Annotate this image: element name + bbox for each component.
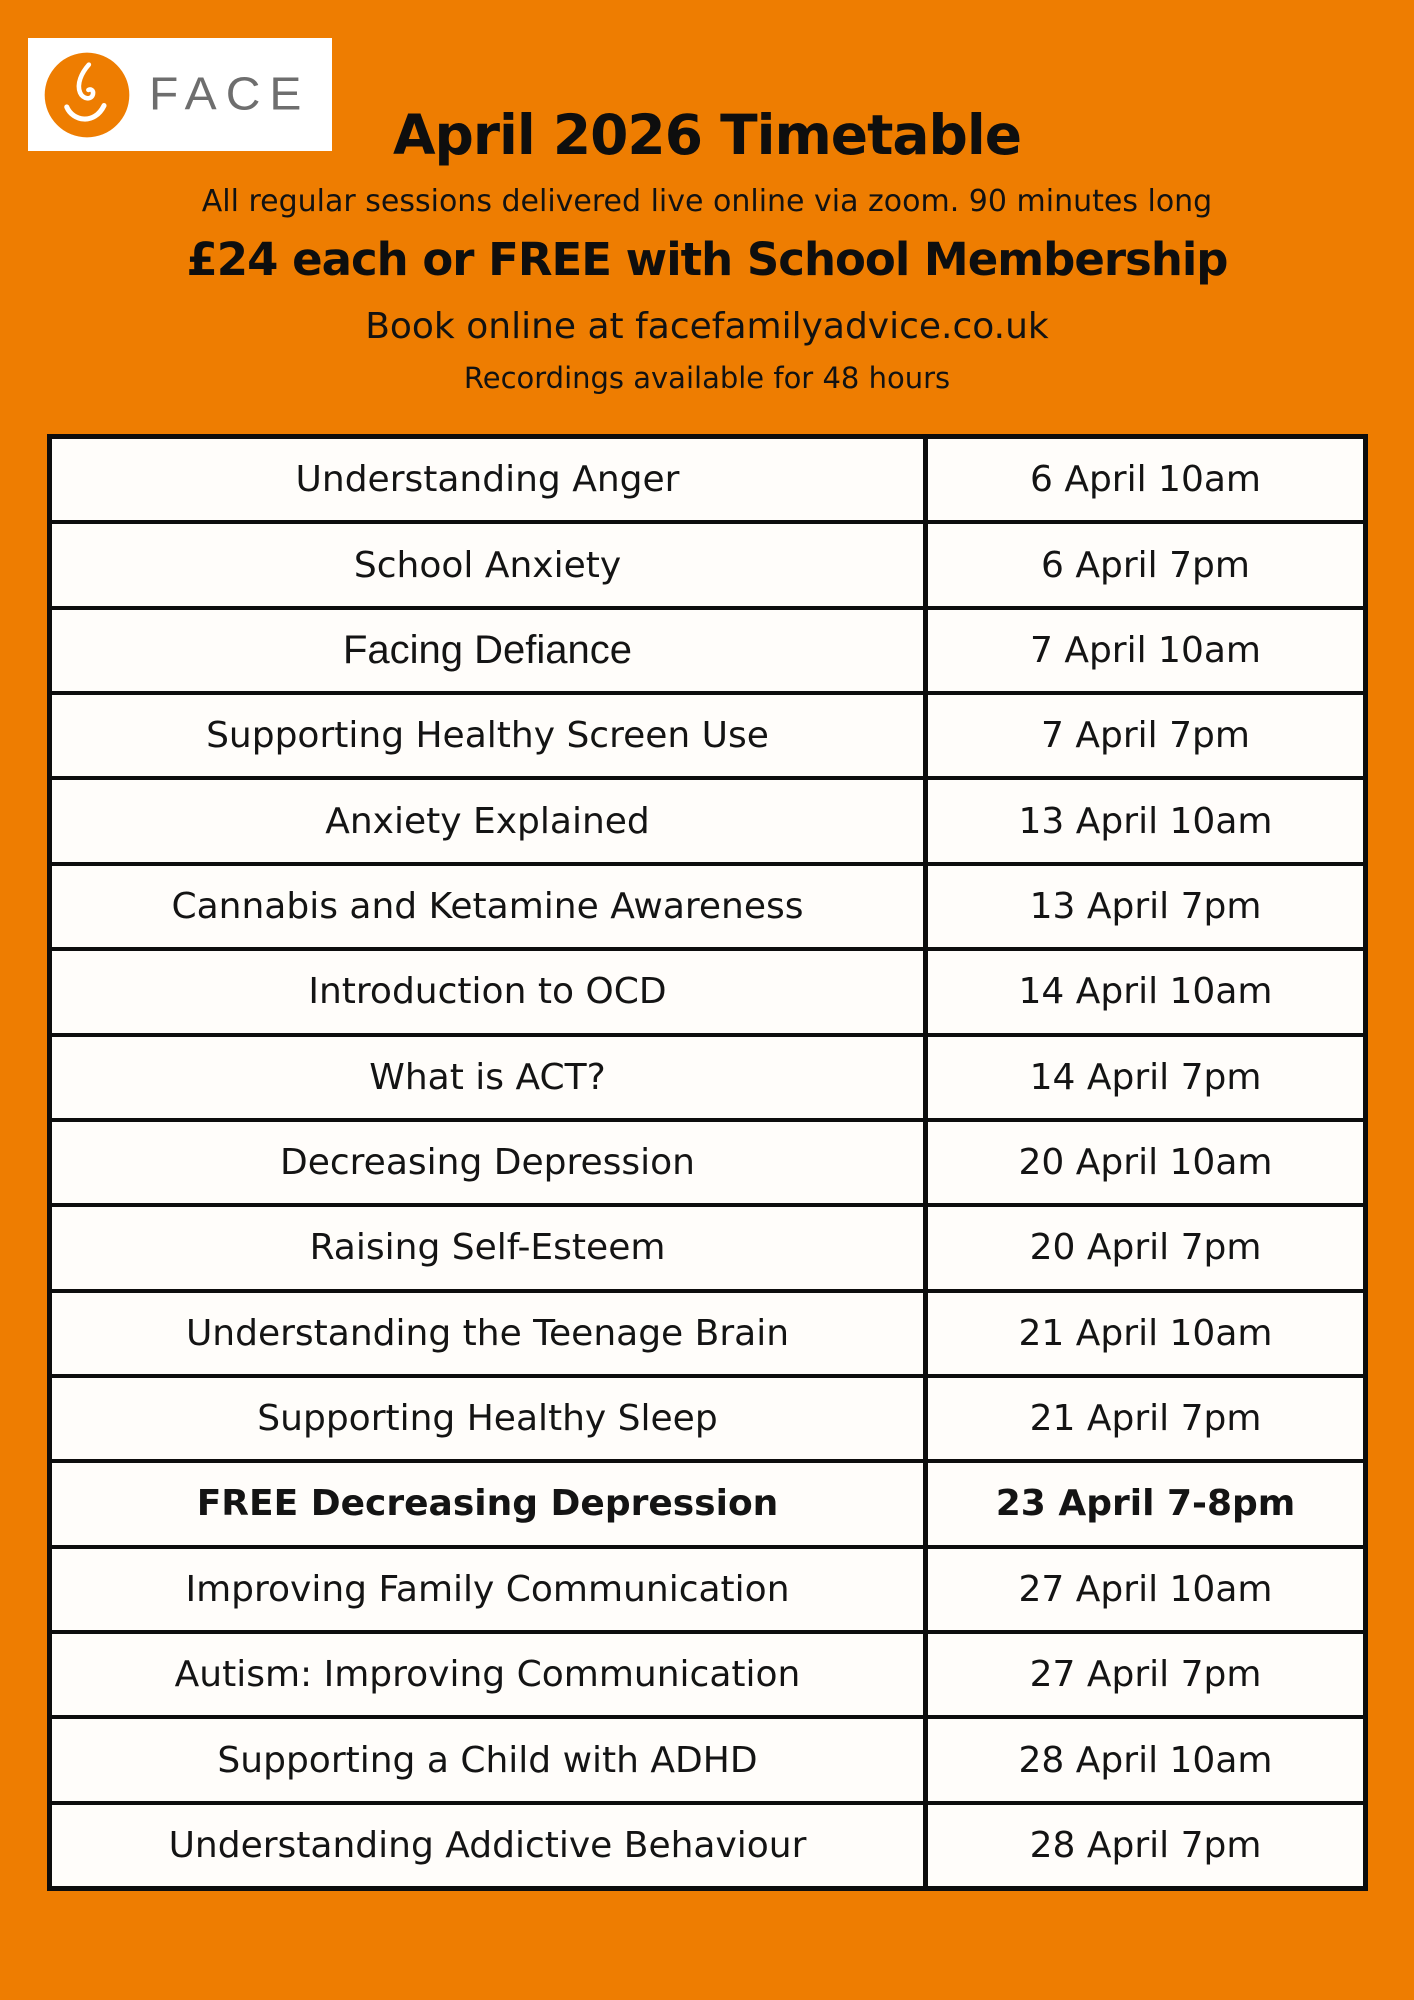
datetime-cell: 14 April 10am (1018, 971, 1273, 1013)
table-row (52, 606, 1363, 691)
timetable (47, 434, 1368, 1891)
price-line: £24 each or FREE with School Membership (186, 233, 1228, 286)
table-row (52, 1801, 1363, 1886)
session-cell: Anxiety Explained (52, 780, 928, 861)
datetime-cell: 27 April 10am (1018, 1568, 1273, 1610)
session-cell: What is ACT? (52, 1037, 928, 1118)
table-row (52, 1630, 1363, 1715)
session-cell: Understanding Addictive Behaviour (52, 1805, 928, 1886)
datetime-cell: 7 April 7pm (1041, 715, 1250, 757)
session-cell: Facing Defiance (52, 610, 928, 691)
datetime-cell: 6 April 7pm (1041, 544, 1250, 586)
datetime-cell: 6 April 10am (1029, 459, 1261, 501)
table-row (52, 1715, 1363, 1800)
session-cell: Supporting Healthy Sleep (52, 1378, 928, 1459)
table-row (52, 947, 1363, 1032)
session-cell: Understanding Anger (52, 439, 928, 520)
table-row (52, 1203, 1363, 1288)
session-cell: Raising Self-Esteem (52, 1207, 928, 1288)
table-row (52, 439, 1363, 520)
datetime-cell: 7 April 10am (1029, 629, 1261, 671)
datetime-cell: 21 April 7pm (1029, 1398, 1262, 1440)
session-cell: Autism: Improving Communication (52, 1634, 928, 1715)
brand-name: FACE (149, 69, 311, 120)
page-title: April 2026 Timetable (392, 103, 1022, 167)
datetime-cell: 13 April 10am (1018, 800, 1273, 842)
table-row (52, 691, 1363, 776)
table-row (52, 776, 1363, 861)
session-cell: School Anxiety (52, 524, 928, 605)
table-row (52, 1118, 1363, 1203)
sessions-info-line: All regular sessions delivered live online via zoom. 90 minutes long (201, 184, 1213, 219)
table-row (52, 1033, 1363, 1118)
session-cell: Introduction to OCD (52, 951, 928, 1032)
datetime-cell: 13 April 7pm (1029, 885, 1262, 927)
datetime-cell: 28 April 7pm (1029, 1824, 1262, 1866)
table-row (52, 1289, 1363, 1374)
datetime-cell: 27 April 7pm (1029, 1654, 1262, 1696)
datetime-cell: 14 April 7pm (1029, 1056, 1262, 1098)
session-cell: Supporting Healthy Screen Use (52, 695, 928, 776)
session-cell: Understanding the Teenage Brain (52, 1293, 928, 1374)
booking-line: Book online at facefamilyadvice.co.uk (365, 306, 1049, 347)
recordings-line: Recordings available for 48 hours (463, 361, 951, 395)
session-cell: Decreasing Depression (52, 1122, 928, 1203)
datetime-cell: 20 April 7pm (1029, 1227, 1262, 1269)
table-row (52, 1459, 1363, 1544)
session-cell: Cannabis and Ketamine Awareness (52, 866, 928, 947)
session-cell: FREE Decreasing Depression (52, 1463, 928, 1544)
table-row (52, 520, 1363, 605)
session-cell: Supporting a Child with ADHD (52, 1719, 928, 1800)
table-row (52, 1545, 1363, 1630)
session-cell: Improving Family Communication (52, 1549, 928, 1630)
datetime-cell: 23 April 7-8pm (995, 1483, 1296, 1525)
datetime-cell: 20 April 10am (1018, 1142, 1273, 1184)
table-row (52, 862, 1363, 947)
table-row (52, 1374, 1363, 1459)
datetime-cell: 28 April 10am (1018, 1739, 1273, 1781)
datetime-cell: 21 April 10am (1018, 1312, 1273, 1354)
